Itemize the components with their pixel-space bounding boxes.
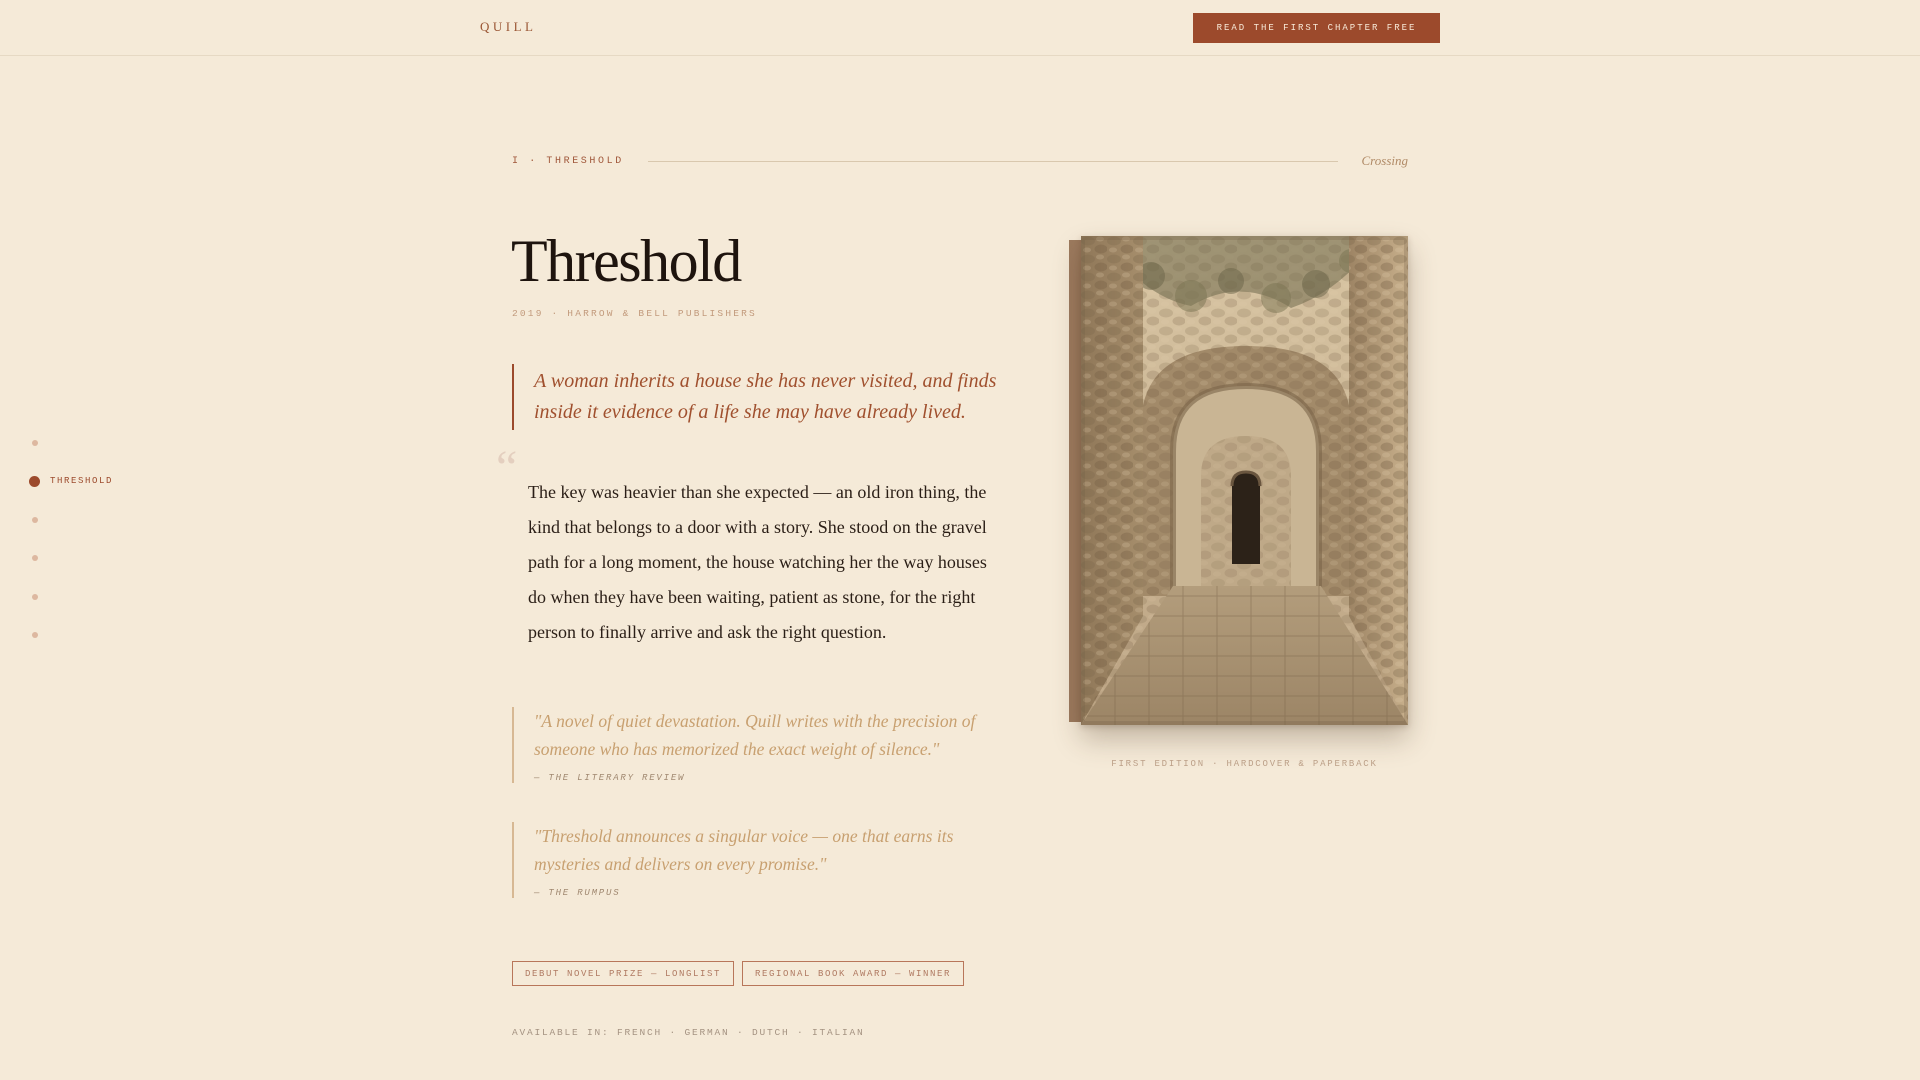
sidenav-item-3[interactable] — [28, 513, 48, 527]
book-excerpt: The key was heavier than she expected — an old iron thing, the kind that belongs to a door with a story. She stood on the gravel path for a long moment, the house watching her the way houses do when they have been waiting, patient as stone, for the right person to finally arrive and ask the right question. — [528, 482, 987, 642]
stone-archway-illustration — [1081, 236, 1408, 725]
sidenav-item-6[interactable] — [28, 628, 48, 642]
sidenav-dot-icon — [32, 555, 38, 561]
section-divider — [648, 161, 1338, 162]
sidenav-item-label: THRESHOLD — [50, 476, 114, 486]
review-quote — [512, 707, 1012, 783]
sidenav-dot-icon — [32, 517, 38, 523]
review-text: "Threshold announces a singular voice — one that earns its mysteries and delivers on every promise." — [534, 826, 954, 874]
brand-logo-text[interactable]: QUILL — [480, 19, 537, 34]
section-eyebrow: I · THRESHOLD — [512, 155, 624, 167]
sidenav-active-dot-icon — [29, 476, 40, 487]
sidenav-item-5[interactable] — [28, 590, 48, 604]
review-text: "A novel of quiet devastation. Quill writes with the precision of someone who has memorized the exact weight of silence." — [534, 711, 976, 759]
review-quote — [512, 822, 1012, 898]
sidenav-item-4[interactable] — [28, 551, 48, 565]
book-cover-image — [1081, 236, 1408, 725]
book-tagline: A woman inherits a house she has never visited, and finds inside it evidence of a life she may have already lived. — [512, 364, 1012, 430]
sidenav-dot-icon — [32, 594, 38, 600]
review-source: — THE LITERARY REVIEW — [534, 773, 686, 783]
open-quote-icon: “ — [496, 441, 518, 494]
award-badge: REGIONAL BOOK AWARD — WINNER — [742, 961, 964, 986]
translations-available: AVAILABLE IN: FRENCH · GERMAN · DUTCH · ITALIAN — [512, 1027, 865, 1038]
review-source: — THE RUMPUS — [534, 888, 621, 898]
section-header — [512, 152, 1408, 170]
award-badge: DEBUT NOVEL PRIZE — LONGLIST — [512, 961, 734, 986]
section-tag: Crossing — [1361, 153, 1408, 168]
sidenav-item-threshold[interactable] — [28, 474, 113, 488]
awards-list — [512, 961, 964, 986]
cover-caption: FIRST EDITION · HARDCOVER & PAPERBACK — [1111, 759, 1378, 769]
read-first-chapter-button[interactable]: READ THE FIRST CHAPTER FREE — [1193, 13, 1440, 43]
sidenav-dot-icon — [32, 632, 38, 638]
book-meta: 2019 · HARROW & BELL PUBLISHERS — [512, 308, 757, 319]
sidenav-dot-icon — [32, 440, 38, 446]
sidenav-item-1[interactable] — [28, 436, 48, 450]
top-navigation-bar — [0, 0, 1920, 56]
book-title: Threshold — [511, 228, 741, 294]
